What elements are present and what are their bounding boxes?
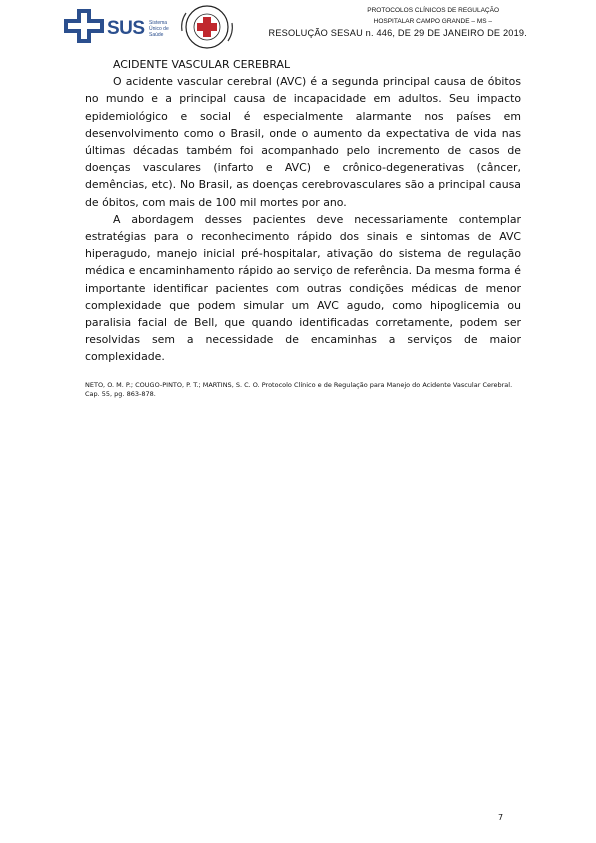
header-line-1: PROTOCOLOS CLÍNICOS DE REGULAÇÃO <box>367 7 499 14</box>
section-title: ACIDENTE VASCULAR CEREBRAL <box>113 58 291 71</box>
page-number: 7 <box>498 813 504 822</box>
header-line-2: HOSPITALAR CAMPO GRANDE – MS – <box>373 18 492 25</box>
logo-text: SUS <box>107 18 145 39</box>
regulacao-seal <box>176 3 238 51</box>
document-body <box>85 56 521 366</box>
header-line-3: RESOLUÇÃO SESAU n. 446, DE 29 DE JANEIRO DE 2019. <box>268 28 527 38</box>
sus-logo <box>62 9 172 43</box>
seal-emblem-icon <box>176 3 238 51</box>
bibliographic-reference: NETO, O. M. P.; COUGO-PINTO, P. T.; MARTINS, S. C. O. Protocolo Clínico e de Regulação para Manejo do Acidente Vascular Cerebral. Cap. 55, pg. 863-878. <box>85 381 513 398</box>
paragraph-2: A abordagem desses pacientes deve necessariamente contemplar estratégias para o reconhecimento rápido dos sinais e sintomas de AVC hiperagudo, manejo inicial pré-hospitalar, ativação do sistema de regulação médica e encaminhamento rápido ao serviço de referência. Da mesma forma é importante identificar pacientes com outras condições médicas de menor complexidade que podem simular um AVC agudo, como hipoglicemia ou paralisia facial de Bell, que quando identificadas corretamente, podem ser resolvidas sem a necessidade de encaminhas a serviços de maior complexidade. <box>85 212 521 364</box>
sus-cross-icon <box>62 9 106 43</box>
logo-subtitle: Sistema Único de Saúde <box>149 20 169 38</box>
paragraph-1: O acidente vascular cerebral (AVC) é a segunda principal causa de óbitos no mundo e a principal causa de incapacidade em adultos. Seu impacto epidemiológico e social é especialmente alarmante nos países em desenvolvimento como o Brasil, onde o aumento da expectativa de vida nas últimas décadas também foi acompanhado pelo incremento de casos de doenças vasculares (infarto e AVC) e crônico-degenerativas (câncer, demências, etc). No Brasil, as doenças cerebrovasculares são a principal causa de óbitos, com mais de 100 mil mortes por ano. <box>85 75 521 209</box>
